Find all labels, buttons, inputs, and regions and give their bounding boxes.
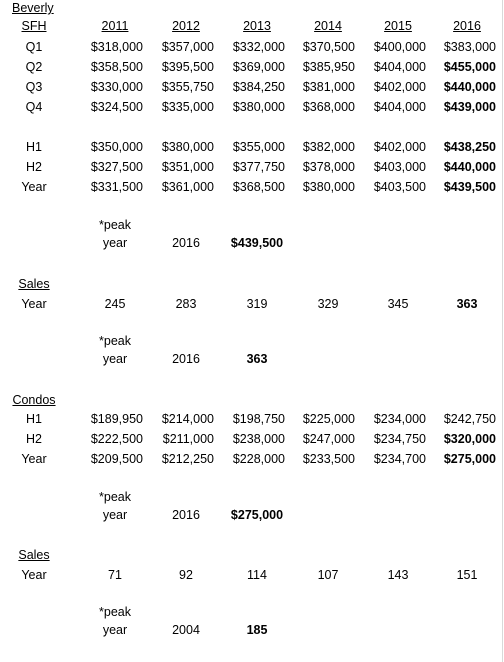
row-label: Q2: [25, 60, 43, 74]
value-cell: $351,000: [161, 160, 214, 174]
peak-value: 363: [246, 352, 268, 366]
value-cell: 345: [387, 297, 409, 311]
section-label: Sales: [18, 548, 50, 562]
value-cell: $357,000: [161, 40, 214, 54]
value-cell: $247,000: [302, 432, 355, 446]
value-cell: $275,000: [443, 452, 496, 466]
peak-label: year: [102, 236, 128, 250]
peak-value: $275,000: [230, 508, 284, 522]
value-cell: 283: [175, 297, 197, 311]
value-cell: $369,000: [232, 60, 285, 74]
year-header: 2015: [384, 19, 412, 33]
peak-value: $439,500: [230, 236, 284, 250]
row-label: H2: [26, 160, 42, 174]
value-cell: $238,000: [232, 432, 285, 446]
value-cell: $395,500: [161, 60, 214, 74]
value-cell: $234,000: [373, 412, 426, 426]
section-label: SFH: [21, 19, 47, 33]
value-cell: $350,000: [90, 140, 143, 154]
value-cell: $355,750: [161, 80, 214, 94]
peak-label: year: [102, 508, 128, 522]
row-label: H1: [26, 412, 42, 426]
value-cell: $402,000: [373, 140, 426, 154]
value-cell: 363: [456, 297, 478, 311]
value-cell: $361,000: [161, 180, 214, 194]
value-cell: $330,000: [90, 80, 143, 94]
value-cell: $383,000: [443, 40, 496, 54]
value-cell: 92: [179, 568, 193, 582]
value-cell: $385,950: [302, 60, 355, 74]
peak-label: year: [102, 352, 128, 366]
value-cell: $439,500: [443, 180, 496, 194]
value-cell: $212,250: [161, 452, 214, 466]
value-cell: $222,500: [90, 432, 143, 446]
value-cell: $335,000: [161, 100, 214, 114]
section-label: Sales: [18, 277, 50, 291]
value-cell: $242,750: [443, 412, 496, 426]
peak-year: 2016: [172, 236, 200, 250]
value-cell: $189,950: [90, 412, 143, 426]
value-cell: 107: [317, 568, 339, 582]
title: Beverly: [12, 1, 54, 15]
value-cell: $378,000: [302, 160, 355, 174]
row-label: Year: [21, 297, 47, 311]
value-cell: $318,000: [90, 40, 143, 54]
value-cell: 71: [108, 568, 122, 582]
year-header: 2012: [172, 19, 200, 33]
peak-year: 2004: [172, 623, 200, 637]
value-cell: $368,000: [302, 100, 355, 114]
value-cell: $234,750: [373, 432, 426, 446]
value-cell: $233,500: [302, 452, 355, 466]
value-cell: 245: [104, 297, 126, 311]
value-cell: $439,000: [443, 100, 496, 114]
value-cell: 151: [456, 568, 478, 582]
row-label: H2: [26, 432, 42, 446]
row-label: H1: [26, 140, 42, 154]
value-cell: 114: [247, 568, 267, 582]
value-cell: $380,000: [161, 140, 214, 154]
value-cell: $384,250: [232, 80, 285, 94]
value-cell: $380,000: [232, 100, 285, 114]
value-cell: $381,000: [302, 80, 355, 94]
value-cell: $440,000: [443, 160, 496, 174]
peak-label: year: [102, 623, 128, 637]
row-label: Year: [21, 180, 47, 194]
value-cell: $382,000: [302, 140, 355, 154]
value-cell: $358,500: [90, 60, 143, 74]
row-label: Q1: [25, 40, 43, 54]
value-cell: $400,000: [373, 40, 426, 54]
value-cell: $198,750: [232, 412, 285, 426]
column-border: [502, 0, 503, 662]
row-label: Year: [21, 452, 47, 466]
row-label: Year: [21, 568, 47, 582]
value-cell: $455,000: [443, 60, 496, 74]
value-cell: $327,500: [90, 160, 143, 174]
value-cell: $404,000: [373, 60, 426, 74]
peak-label: *peak: [99, 605, 131, 619]
peak-label: *peak: [99, 218, 131, 232]
value-cell: $380,000: [302, 180, 355, 194]
value-cell: $320,000: [443, 432, 496, 446]
peak-value: 185: [246, 623, 268, 637]
value-cell: $440,000: [443, 80, 496, 94]
value-cell: 319: [246, 297, 268, 311]
value-cell: $403,000: [373, 160, 426, 174]
value-cell: $324,500: [90, 100, 143, 114]
row-label: Q3: [25, 80, 43, 94]
value-cell: $370,500: [302, 40, 355, 54]
peak-year: 2016: [172, 508, 200, 522]
peak-label: *peak: [99, 334, 131, 348]
value-cell: $211,000: [162, 432, 214, 446]
row-label: Q4: [25, 100, 43, 114]
value-cell: $331,500: [90, 180, 143, 194]
value-cell: $438,250: [443, 140, 496, 154]
value-cell: $228,000: [232, 452, 285, 466]
value-cell: $209,500: [90, 452, 143, 466]
value-cell: $377,750: [232, 160, 285, 174]
year-header: 2011: [101, 19, 129, 33]
value-cell: 329: [317, 297, 339, 311]
value-cell: $332,000: [232, 40, 285, 54]
value-cell: $234,700: [373, 452, 426, 466]
value-cell: $214,000: [161, 412, 214, 426]
year-header: 2014: [314, 19, 342, 33]
value-cell: $403,500: [373, 180, 426, 194]
value-cell: 143: [387, 568, 409, 582]
peak-label: *peak: [99, 490, 131, 504]
value-cell: $402,000: [373, 80, 426, 94]
section-label: Condos: [12, 393, 56, 407]
value-cell: $225,000: [302, 412, 355, 426]
value-cell: $368,500: [232, 180, 285, 194]
year-header: 2013: [243, 19, 271, 33]
value-cell: $404,000: [373, 100, 426, 114]
value-cell: $355,000: [232, 140, 285, 154]
peak-year: 2016: [172, 352, 200, 366]
year-header: 2016: [453, 19, 481, 33]
